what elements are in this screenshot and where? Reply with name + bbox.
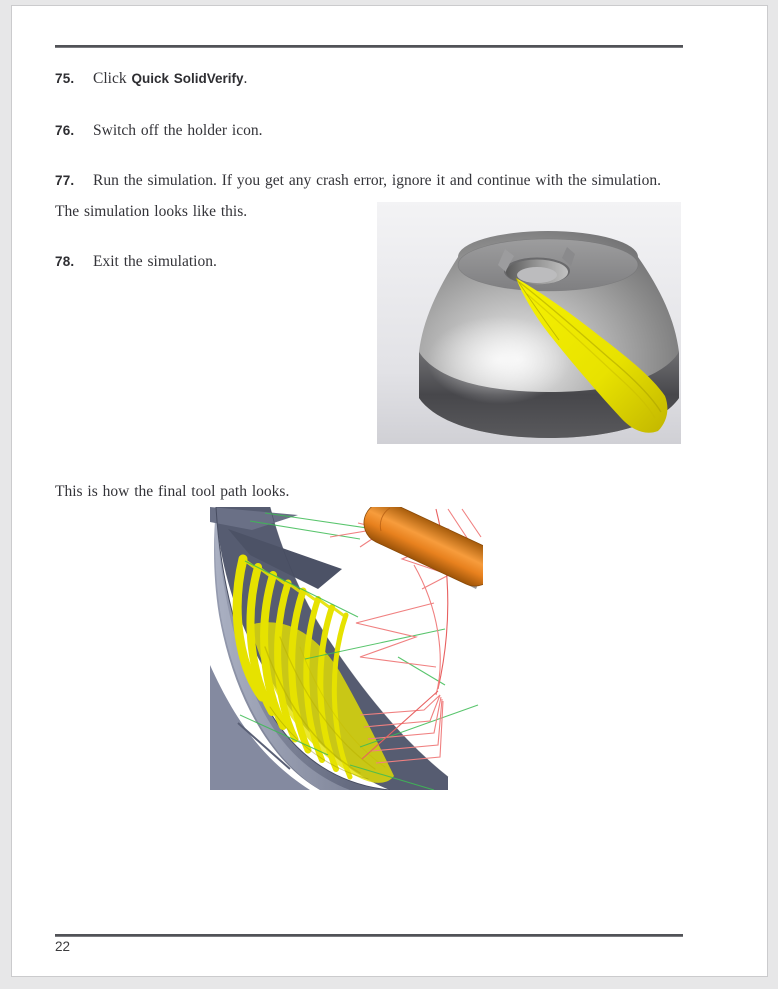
machined-part [419, 231, 679, 438]
toolpath-image [210, 507, 483, 790]
step-75-bold-command: Quick SolidVerify [131, 71, 244, 86]
figure-simulation-result [377, 202, 681, 444]
step-75 [55, 64, 247, 94]
bottom-rule [55, 934, 683, 937]
step-78 [55, 247, 217, 277]
step-77-number: 77. [55, 173, 75, 188]
step-76 [55, 116, 262, 146]
step-75-text: Click [93, 70, 132, 87]
toolpath-caption: This is how the final tool path looks. [55, 483, 290, 500]
step-77-text: Run the simulation. If you get any crash error, ignore it and continue with the simulation. [93, 172, 661, 189]
figure-tool-path [210, 507, 483, 790]
step-76-number: 76. [55, 123, 75, 138]
step-75-period: . [243, 70, 248, 87]
step-77 [55, 166, 661, 196]
step-75-number: 75. [55, 71, 75, 86]
document-page [11, 5, 768, 977]
step-78-text: Exit the simulation. [93, 253, 217, 270]
step-76-text: Switch off the holder icon. [93, 122, 263, 139]
top-rule [55, 45, 683, 48]
step-78-number: 78. [55, 254, 75, 269]
simulation-caption: The simulation looks like this. [55, 203, 248, 220]
page-number: 22 [55, 939, 71, 954]
simulation-image [377, 202, 681, 444]
